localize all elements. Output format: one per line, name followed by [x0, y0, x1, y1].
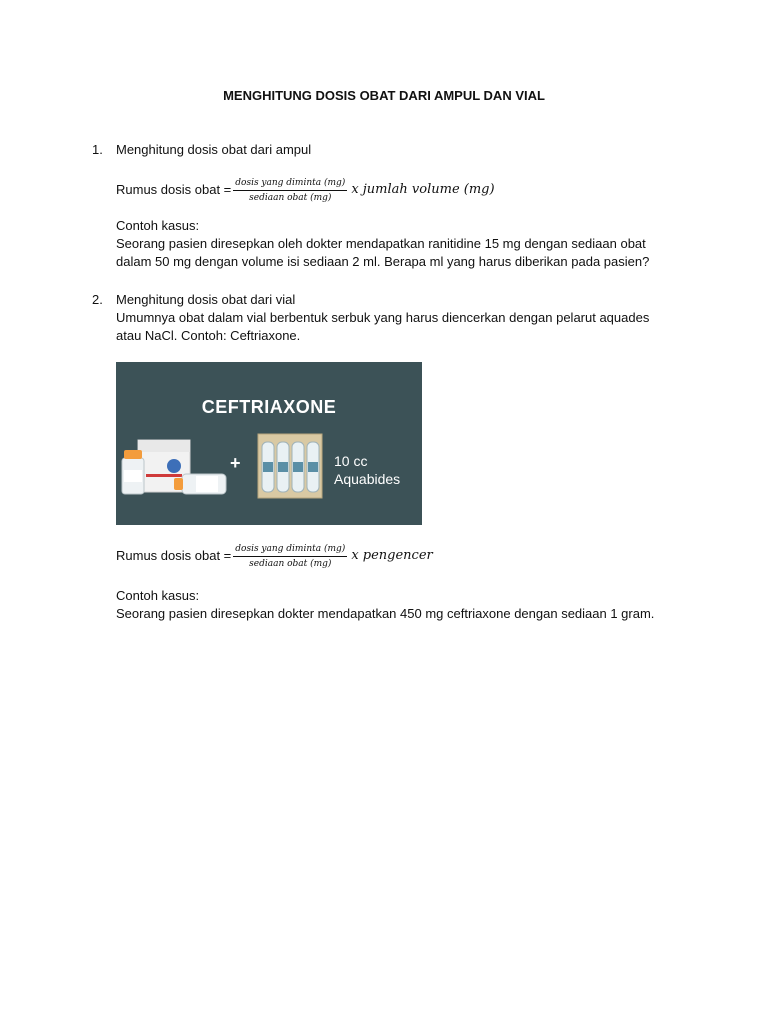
document-title: MENGHITUNG DOSIS OBAT DARI AMPUL DAN VIAL — [223, 88, 545, 103]
section-body — [116, 141, 676, 271]
formula-ampul — [116, 175, 676, 205]
case-label: Contoh kasus: — [116, 588, 200, 603]
case-label: Contoh kasus: — [116, 218, 200, 233]
case-line: dalam 50 mg dengan volume isi sediaan 2 ml. Berapa ml yang harus diberikan pada pasien? — [116, 254, 650, 269]
aquabides-label — [334, 452, 400, 488]
section-heading: Menghitung dosis obat dari vial — [116, 292, 296, 307]
case-line: Seorang pasien diresepkan oleh dokter mendapatkan ranitidine 15 mg dengan sediaan obat — [116, 236, 646, 251]
ceftriaxone-illustration — [116, 362, 422, 525]
formula-denominator: sediaan obat (mg) — [249, 192, 332, 203]
intro-line: atau NaCl. Contoh: Ceftriaxone. — [116, 328, 301, 343]
formula-fraction — [233, 177, 347, 204]
formula-suffix: x pengencer — [351, 548, 433, 563]
ceftriaxone-image — [116, 362, 422, 525]
aquabides-name: Aquabides — [334, 471, 401, 487]
section-body — [116, 291, 676, 345]
formula-suffix: x jumlah volume (mg) — [351, 182, 495, 197]
formula-denominator: sediaan obat (mg) — [249, 558, 332, 569]
formula-fraction — [233, 543, 347, 570]
formula-numerator: dosis yang diminta (mg) — [233, 177, 347, 191]
formula-label: Rumus dosis obat = — [116, 548, 232, 563]
section-body — [116, 541, 676, 623]
formula-vial — [116, 541, 676, 571]
image-title: CEFTRIAXONE — [201, 397, 337, 417]
aquabides-volume: 10 cc — [334, 453, 368, 469]
plus-sign: + — [230, 453, 241, 473]
section-number: 2. — [92, 292, 103, 307]
case-line: Seorang pasien diresepkan dokter mendapatkan 450 mg ceftriaxone dengan sediaan 1 gram. — [116, 606, 655, 621]
section-number: 1. — [92, 142, 103, 157]
section-heading: Menghitung dosis obat dari ampul — [116, 142, 312, 157]
formula-label: Rumus dosis obat = — [116, 182, 232, 197]
intro-line: Umumnya obat dalam vial berbentuk serbuk yang harus diencerkan dengan pelarut aquades — [116, 310, 650, 325]
formula-numerator: dosis yang diminta (mg) — [233, 543, 347, 557]
